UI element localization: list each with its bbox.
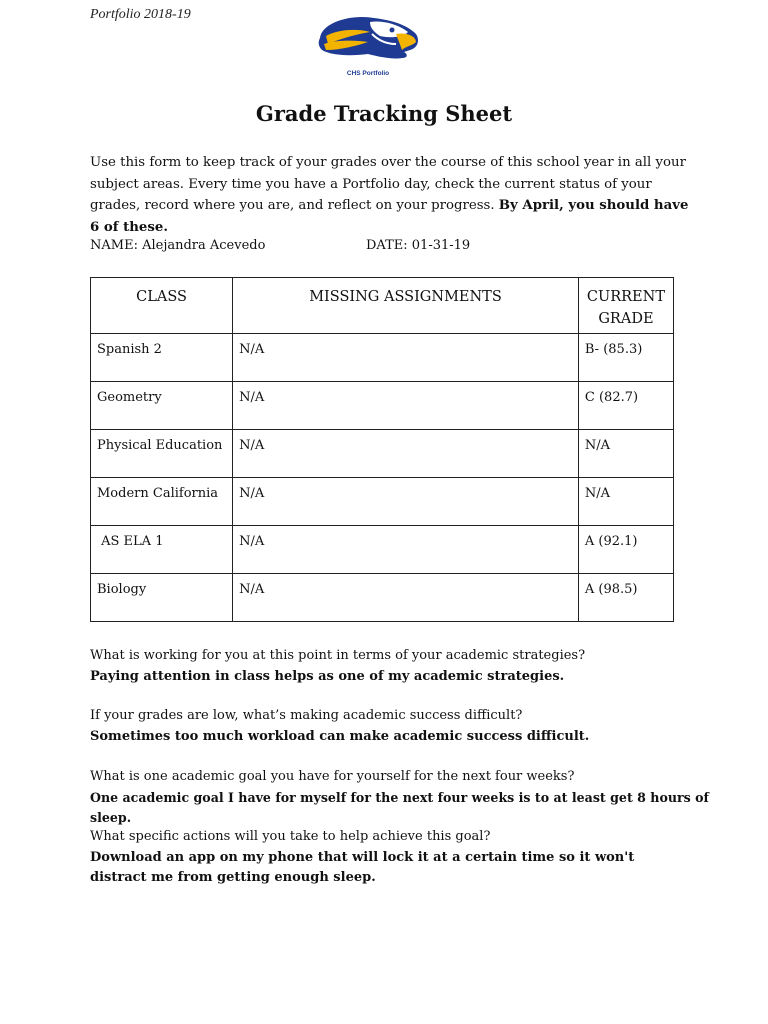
missing-cell: N/A <box>233 430 579 478</box>
header-current-grade-label: CURRENT GRADE <box>586 289 665 327</box>
missing-cell: N/A <box>233 478 579 526</box>
table-row <box>91 430 674 478</box>
intro-text: Use this form to keep track of your grades over the course of this school year in all your subject areas. Every time you have a Portfolio day, check the current status of your grades, record where you are, and reflect on your progress. <box>90 155 686 213</box>
form-date: DATE: 01-31-19 <box>366 238 471 253</box>
grade-cell: N/A <box>578 430 673 478</box>
header-missing-assignments: MISSING ASSIGNMENTS <box>233 278 579 334</box>
header-class: CLASS <box>91 278 233 334</box>
reflection-answer: One academic goal I have for myself for the next four weeks is to at least get 8 hours of sleep. <box>90 789 709 825</box>
class-cell: Physical Education <box>91 430 233 478</box>
missing-cell: N/A <box>233 334 579 382</box>
reflection-4 <box>90 827 710 889</box>
grade-cell: A (92.1) <box>578 526 673 574</box>
header-current-grade <box>578 278 673 334</box>
reflection-question: What is working for you at this point in terms of your academic strategies? <box>90 648 586 663</box>
table-row <box>91 478 674 526</box>
grade-table <box>90 277 674 622</box>
missing-cell: N/A <box>233 526 579 574</box>
reflection-2 <box>90 706 710 747</box>
reflection-answer: Paying attention in class helps as one of my academic strategies. <box>90 668 565 684</box>
grade-cell: A (98.5) <box>578 574 673 622</box>
intro-emphasis: By April, you should have 6 of these. <box>90 198 689 235</box>
table-row <box>91 574 674 622</box>
missing-cell: N/A <box>233 382 579 430</box>
missing-cell: N/A <box>233 574 579 622</box>
grade-cell: B- (85.3) <box>578 334 673 382</box>
reflection-answer: Sometimes too much workload can make academic success difficult. <box>90 728 590 744</box>
class-cell: Spanish 2 <box>91 334 233 382</box>
table-row <box>91 526 674 574</box>
reflection-question: If your grades are low, what’s making academic success difficult? <box>90 708 523 723</box>
eagle-logo <box>312 8 424 84</box>
table-row <box>91 382 674 430</box>
page-title: Grade Tracking Sheet <box>255 101 513 126</box>
reflection-question: What is one academic goal you have for yourself for the next four weeks? <box>90 769 575 784</box>
reflection-question: What specific actions will you take to help achieve this goal? <box>90 829 491 844</box>
student-name: NAME: Alejandra Acevedo <box>90 238 266 253</box>
logo-caption: CHS Portfolio <box>346 70 390 77</box>
reflection-answer: Download an app on my phone that will lock it at a certain time so it won't distract me from getting enough sleep. <box>90 849 635 885</box>
class-cell: Geometry <box>91 382 233 430</box>
table-header-row <box>91 278 674 334</box>
portfolio-year-label: Portfolio 2018-19 <box>90 7 191 22</box>
class-cell: AS ELA 1 <box>91 526 233 574</box>
table-row <box>91 334 674 382</box>
grade-cell: C (82.7) <box>578 382 673 430</box>
reflection-1 <box>90 646 710 687</box>
grade-cell: N/A <box>578 478 673 526</box>
intro-paragraph <box>90 152 690 238</box>
class-cell: Biology <box>91 574 233 622</box>
class-cell: Modern California <box>91 478 233 526</box>
reflection-3 <box>90 767 710 829</box>
